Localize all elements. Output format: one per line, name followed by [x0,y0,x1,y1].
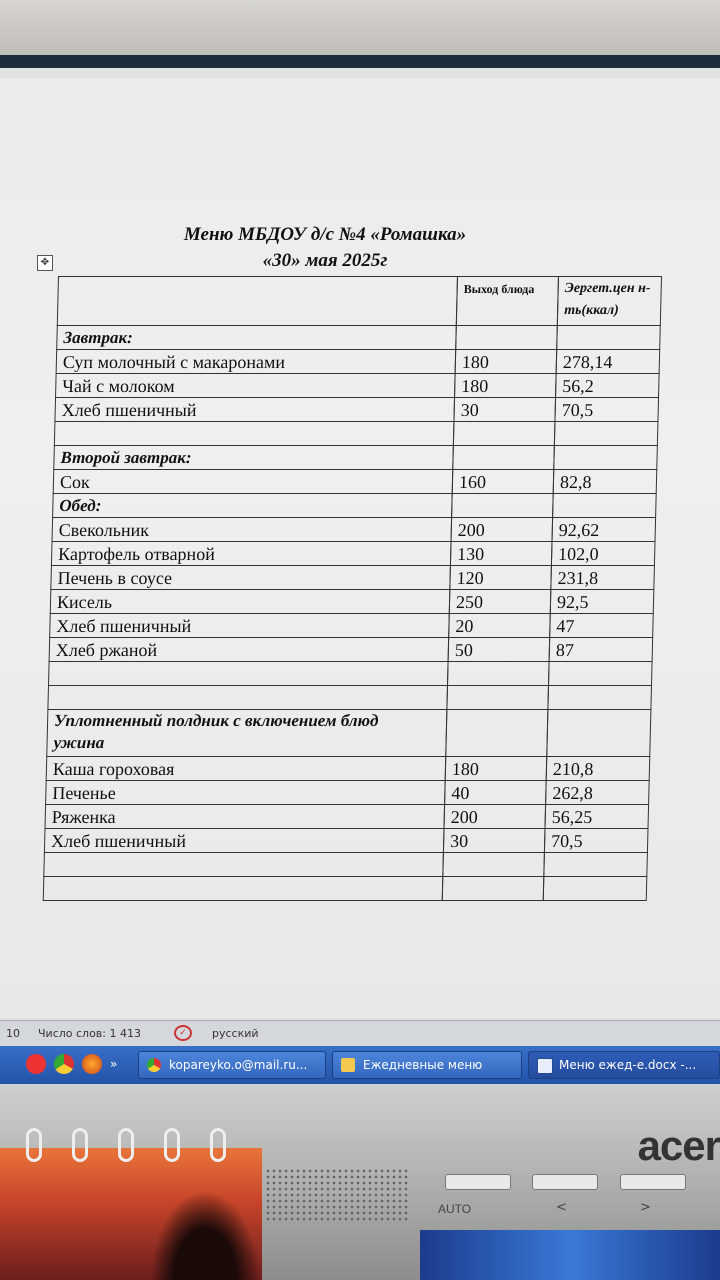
kcal-cell[interactable]: 262,8 [545,780,650,805]
table-row [54,397,655,422]
dish-name-cell[interactable]: Хлеб пшеничный [49,613,450,638]
status-language[interactable]: русский [212,1027,259,1040]
dish-name-cell[interactable] [54,421,455,446]
quick-launch-chevron-icon[interactable]: » [110,1057,118,1071]
folder-icon [341,1058,355,1072]
table-row [54,421,655,446]
kcal-cell[interactable]: 102,0 [551,541,656,566]
table-row [43,852,644,877]
table-row [50,565,651,590]
kcal-cell[interactable] [546,709,651,757]
table-section-row [52,493,653,518]
calendar-ring [210,1128,226,1162]
yandex-browser-icon[interactable] [26,1054,46,1074]
table-move-handle-icon[interactable]: ✥ [37,255,53,271]
dish-name-cell[interactable]: Уплотненный полдник с включением блюд ужина [46,709,447,757]
yield-cell[interactable] [453,421,556,446]
yield-cell[interactable]: 120 [449,565,552,590]
document-title: Меню МБДОУ д/с №4 «Ромашка» [183,224,467,245]
kcal-cell[interactable]: 92,62 [551,517,656,542]
kcal-cell[interactable] [547,685,652,710]
yield-cell[interactable] [442,852,545,877]
kcal-cell[interactable]: 92,5 [550,589,655,614]
dish-name-cell[interactable]: Суп молочный с макаронами [56,349,457,374]
table-header-row [57,276,658,326]
kcal-cell[interactable]: 210,8 [546,756,651,781]
dish-name-cell[interactable] [48,661,449,686]
yield-cell[interactable]: 200 [450,517,553,542]
kcal-cell[interactable]: 56,2 [555,373,660,398]
kcal-cell[interactable]: 70,5 [544,828,649,853]
table-section-row [56,325,657,350]
table-row [48,661,649,686]
kcal-cell[interactable]: 82,8 [553,469,658,494]
dish-name-cell[interactable]: Хлеб ржаной [49,637,450,662]
table-row [46,756,647,781]
yield-cell[interactable]: 30 [443,828,546,853]
taskbar-item-label: Ежедневные меню [363,1058,483,1072]
table-row [55,373,656,398]
table-section-row [46,709,647,757]
yield-cell[interactable]: 40 [444,780,547,805]
yield-cell[interactable]: 130 [450,541,553,566]
dish-name-cell[interactable]: Печенье [45,780,446,805]
taskbar [0,1046,720,1084]
table-section-row [53,445,654,470]
kcal-cell[interactable] [553,445,658,470]
status-page-fragment[interactable]: 10 [6,1027,20,1040]
kcal-cell[interactable] [548,661,653,686]
calendar-picture [150,1190,260,1280]
kcal-cell[interactable] [543,876,648,901]
monitor-right-arrow-label: > [640,1200,651,1215]
calendar-ring [26,1128,42,1162]
table-row [49,613,650,638]
dish-name-cell[interactable]: Свекольник [51,517,452,542]
word-document-icon [537,1058,553,1074]
kcal-cell[interactable] [554,421,659,446]
table-row [44,828,645,853]
taskbar-item-folder[interactable] [332,1051,522,1079]
firefox-icon[interactable] [82,1054,102,1074]
dish-name-cell[interactable] [43,876,444,901]
spellcheck-icon[interactable]: ✓ [174,1025,192,1041]
taskbar-item-label: kopareyko.o@mail.ru... [169,1058,308,1072]
header-cell-kcal[interactable]: Эергет.цен н-ть(ккал) [557,276,662,326]
desk-calendar [0,1148,262,1280]
table-row [51,517,652,542]
kcal-cell[interactable]: 231,8 [550,565,655,590]
dish-name-cell[interactable]: Ряженка [44,804,445,829]
kcal-cell[interactable]: 47 [549,613,654,638]
monitor-button-left[interactable] [532,1174,598,1190]
yield-cell[interactable] [452,445,555,470]
monitor-auto-label: AUTO [438,1202,472,1216]
header-cell-yield[interactable]: Выход блюда [456,276,559,326]
yield-cell[interactable] [445,709,548,757]
monitor-button-right[interactable] [620,1174,686,1190]
yield-cell[interactable]: 160 [452,469,555,494]
status-word-count[interactable]: Число слов: 1 413 [38,1027,141,1040]
kcal-cell[interactable] [552,493,657,518]
desk-object [420,1230,720,1280]
dish-name-cell[interactable]: Каша гороховая [46,756,447,781]
dish-name-cell[interactable]: Второй завтрак: [53,445,454,470]
yield-cell[interactable] [446,685,549,710]
yield-cell[interactable]: 30 [453,397,556,422]
calendar-ring [72,1128,88,1162]
table-row [44,804,645,829]
dish-name-cell[interactable] [43,852,444,877]
yield-cell[interactable]: 200 [443,804,546,829]
document-date: «30» мая 2025г [262,250,388,271]
kcal-cell[interactable]: 278,14 [556,349,661,374]
status-bar [0,1020,720,1047]
kcal-cell[interactable]: 56,25 [544,804,649,829]
dish-name-cell[interactable]: Чай с молоком [55,373,456,398]
monitor-button-auto[interactable] [445,1174,511,1190]
dish-name-cell[interactable]: Сок [53,469,454,494]
dish-name-cell[interactable]: Обед: [52,493,453,518]
chrome-icon [147,1058,161,1072]
table-row [53,469,654,494]
chrome-icon[interactable] [54,1054,74,1074]
yield-cell[interactable]: 50 [448,637,551,662]
kcal-cell[interactable] [556,325,661,350]
dish-name-cell[interactable]: Картофель отварной [51,541,452,566]
calendar-ring [164,1128,180,1162]
dish-name-cell[interactable]: Кисель [50,589,451,614]
dish-name-cell[interactable]: Завтрак: [56,325,457,350]
yield-cell[interactable]: 180 [454,373,557,398]
speaker-grille [265,1168,410,1223]
yield-cell[interactable] [447,661,550,686]
calendar-ring [118,1128,134,1162]
kcal-cell[interactable]: 70,5 [554,397,659,422]
monitor-brand-logo: acer [637,1122,720,1169]
table-row [56,349,657,374]
yield-cell[interactable] [455,325,558,350]
table-row [43,876,644,901]
kcal-cell[interactable]: 87 [549,637,654,662]
yield-cell[interactable] [451,493,554,518]
dish-name-cell[interactable]: Хлеб пшеничный [44,828,445,853]
table-row [45,780,646,805]
yield-cell[interactable]: 180 [445,756,548,781]
yield-cell[interactable]: 250 [449,589,552,614]
dish-name-cell[interactable] [47,685,448,710]
dish-name-cell[interactable]: Печень в соусе [50,565,451,590]
table-row [51,541,652,566]
table-row [47,685,648,710]
taskbar-item-mail[interactable] [138,1051,326,1079]
monitor-top-bezel [0,0,720,60]
yield-cell[interactable] [442,876,545,901]
monitor-left-arrow-label: < [556,1200,567,1215]
taskbar-item-word-document[interactable] [528,1051,720,1079]
yield-cell[interactable]: 20 [448,613,551,638]
table-row [49,637,650,662]
table-row [50,589,651,614]
header-cell-dish[interactable] [57,276,458,326]
yield-cell[interactable]: 180 [455,349,558,374]
taskbar-item-label: Меню ежед-е.docx -... [559,1058,697,1072]
dish-name-cell[interactable]: Хлеб пшеничный [54,397,455,422]
kcal-cell[interactable] [543,852,648,877]
